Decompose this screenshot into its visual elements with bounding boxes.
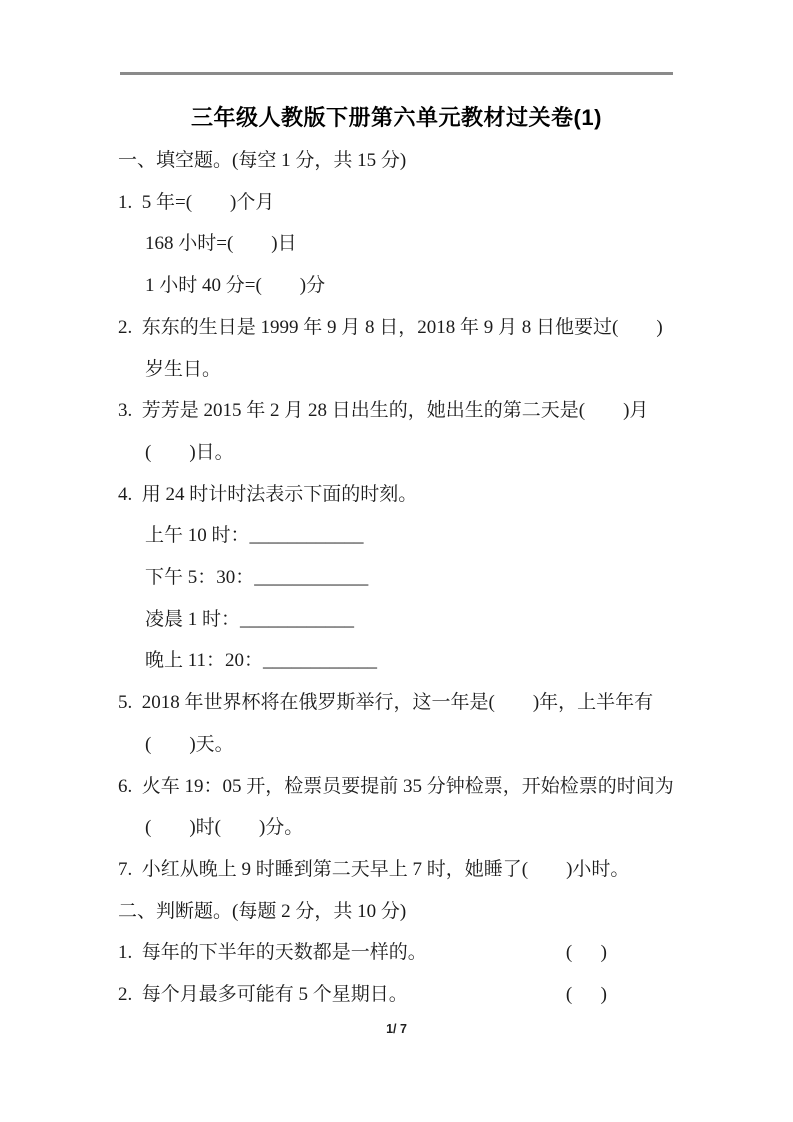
header-rule [120, 72, 673, 75]
q2-line-1: 2. 东东的生日是 1999 年 9 月 8 日，2018 年 9 月 8 日他要过( ) [118, 316, 663, 338]
q4-item-morning-10 [118, 515, 675, 557]
q7-line-1: 7. 小红从晚上 9 时睡到第二天早上 7 时，她睡了( )小时。 [118, 858, 630, 880]
q1-line-1: 1. 5 年=( )个月 [118, 191, 275, 213]
q6-line-2: ( )时( )分。 [145, 817, 304, 839]
fill-in-section-heading: 一、填空题。(每空 1 分，共 15 分) [118, 150, 407, 171]
q3-line-2: ( )日。 [145, 441, 234, 463]
judgment-section-heading: 二、判断题。(每题 2 分，共 10 分) [118, 900, 407, 922]
exam-body [118, 140, 675, 1016]
answer-blank-underline: ____________ [254, 567, 369, 589]
answer-blank-underline: ____________ [249, 525, 364, 547]
judgment-item-1 [118, 932, 675, 974]
q4-item-night-1120 [118, 640, 675, 682]
q3-line-1: 3. 芳芳是 2015 年 2 月 28 日出生的，她出生的第二天是( )月 [118, 400, 649, 422]
judgment-text: 1. 每年的下半年的天数都是一样的。 [118, 942, 427, 964]
page-number: 1/ 7 [386, 1022, 407, 1036]
answer-blank-underline: ____________ [240, 608, 355, 630]
page-title: 三年级人教版下册第六单元教材过关卷(1) [191, 105, 602, 130]
judgment-item-2 [118, 974, 675, 1016]
q4-item-label: 下午 5：30： [145, 567, 255, 589]
q4-item-afternoon-530 [118, 557, 675, 599]
q4-item-label: 晚上 11：20： [145, 650, 264, 672]
q4-item-dawn-1 [118, 599, 675, 641]
q1-line-3: 1 小时 40 分=( )分 [145, 275, 326, 297]
q5-line-2: ( )天。 [145, 733, 234, 755]
answer-paren: ( ) [565, 942, 607, 964]
q4-item-label: 上午 10 时： [145, 525, 250, 547]
answer-paren: ( ) [565, 984, 607, 1006]
answer-blank-underline: ____________ [263, 650, 378, 672]
q4-item-label: 凌晨 1 时： [145, 608, 241, 630]
q6-line-1: 6. 火车 19：05 开，检票员要提前 35 分钟检票，开始检票的时间为 [118, 775, 674, 797]
q2-line-2: 岁生日。 [145, 358, 222, 380]
q1-line-2: 168 小时=( )日 [145, 233, 297, 255]
judgment-text: 2. 每个月最多可能有 5 个星期日。 [118, 984, 408, 1006]
q4-stem: 4. 用 24 时计时法表示下面的时刻。 [118, 483, 418, 505]
q5-line-1: 5. 2018 年世界杯将在俄罗斯举行，这一年是( )年，上半年有 [118, 692, 654, 714]
